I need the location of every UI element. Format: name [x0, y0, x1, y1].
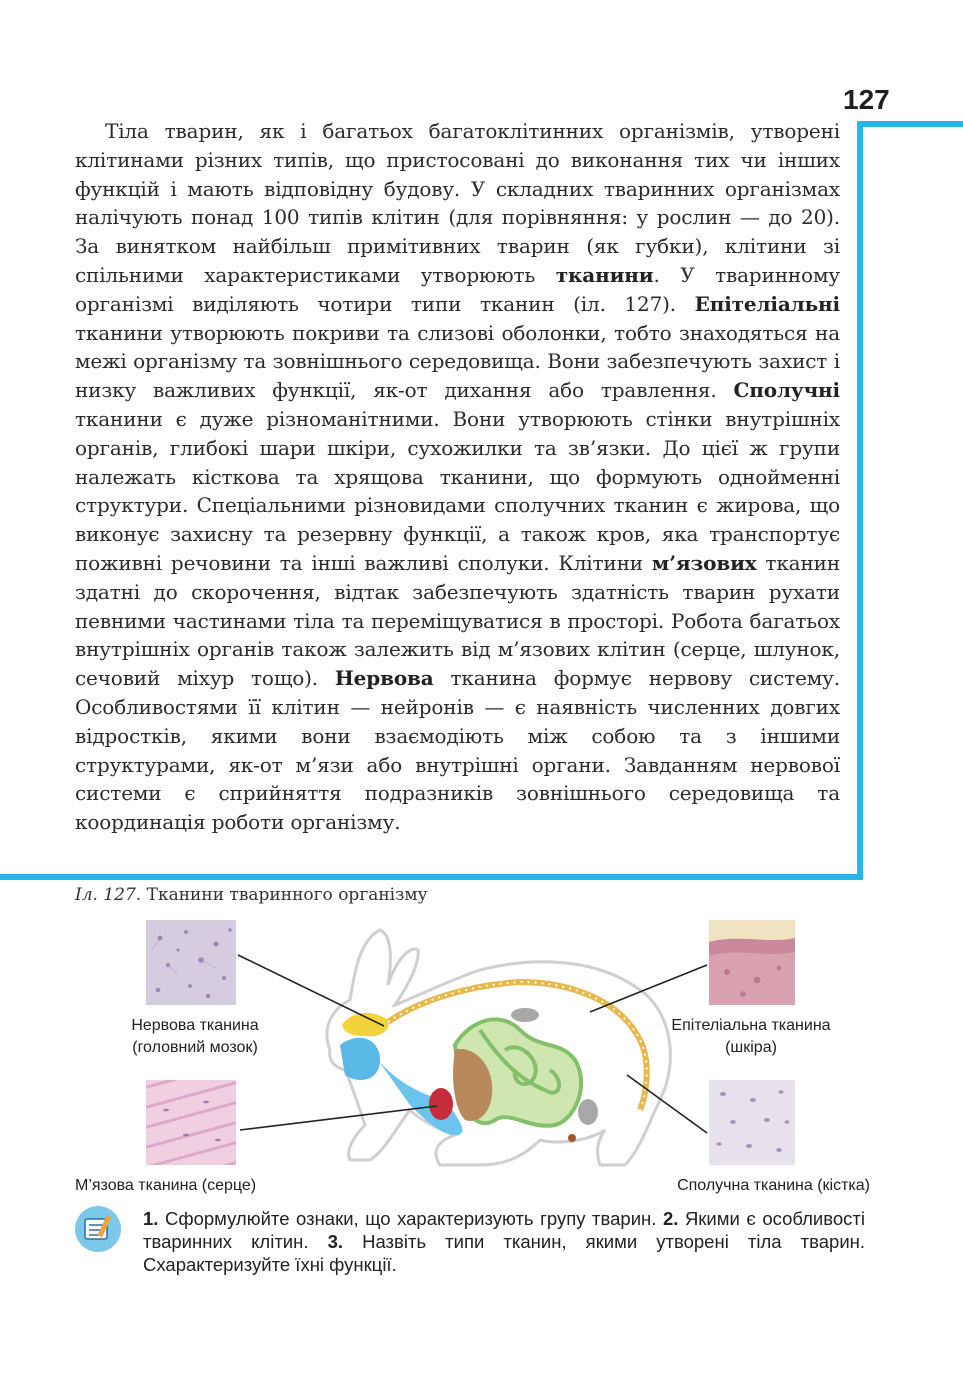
main-text-run: Тіла тварин, як і багатьох багатоклітинних організмів, утворені клітинами різних типів, що пристосовані до виконання тих чи інших функцій і мають відповідну будову. У складних тваринних організмах налічують понад 100 типів клітин (для порівняння: у рослин — до 20). За винятком найбільш примітивних тварин (як губки), клітини зі спільними характеристиками утворюють [75, 119, 840, 287]
brain [342, 1013, 389, 1036]
main-text-run: Нервова [334, 666, 434, 691]
label-nervous-tissue [100, 1015, 290, 1059]
main-text-run: Сполучні [733, 378, 840, 403]
main-text-run: тканини утворюють покриви та слизові оболонки, тобто знаходяться на межі організму та зовнішнього середовища. Вони забезпечують захист і низку важливих функції, як-от дихання або травлення. [75, 320, 840, 403]
main-text-run: тканина формує нервову систему. Особливостями її клітин — нейронів — є наявність численних довгих відростків, якими вони взаємодіють між собою та з іншими структурами, як-от м’язи або внутрішні органи. Завданням нервової системи є сприйняття подразників зовнішнього середовища та координація роботи організму. [75, 666, 840, 835]
liver [453, 1049, 492, 1121]
main-text-run: м’язових [651, 550, 757, 575]
frame-line-right [857, 121, 863, 880]
micrograph-nervous [146, 920, 236, 1005]
main-text-run: Епітеліальні [694, 291, 840, 316]
question-run: 3. [327, 1231, 344, 1252]
label-nervous-subtitle: (головний мозок) [132, 1039, 258, 1056]
questions-icon [74, 1205, 122, 1253]
page-number: 127 [843, 84, 890, 115]
question-run: 2. [662, 1208, 679, 1229]
rabbit-outline [327, 930, 670, 1165]
bladder [578, 1099, 598, 1125]
question-run: Якими є особливості тваринних клітин. [143, 1208, 866, 1252]
label-epithelial-title: Епітеліальна тканина [671, 1017, 831, 1034]
main-text-run: тканини [555, 262, 654, 287]
question-run: Назвіть типи тканин, якими утворені тіла тварин. Схарактеризуйте їхні функції. [143, 1231, 866, 1275]
main-text-run: . У тваринному організмі виділяють чотири типи тканин (іл. 127). [75, 262, 840, 316]
oral-cavity [340, 1038, 380, 1080]
question-run: Сформулюйте ознаки, що характеризують групу тварин. [158, 1208, 663, 1229]
label-epithelial-subtitle: (шкіра) [725, 1039, 777, 1056]
main-text-run: тканин здатні до скорочення, відтак забезпечують здатність тварин рухати певними частинами тіла та переміщуватися в просторі. Робота багатьох внутрішніх органів також залежить від м’язових клітин (серце, шлунок, сечовий міхур тощо). [75, 550, 840, 691]
main-paragraph [75, 117, 840, 837]
kidney [511, 1008, 539, 1022]
main-text-run: тканини є дуже різноманітними. Вони утворюють стінки внутрішніх органів, глибокі шари шкіри, сухожилки та зв’язки. До цієї ж групи належать кісткова та хрящова тканини, що формують однойменні структури. Спеціальними різновидами сполучних тканин є жирова, що виконує захисну та резервну функції, а також кров, яка транспортує поживні речовини та інші важливі сполуки. Клітини [75, 406, 840, 575]
question-run: 1. [143, 1208, 159, 1229]
label-epithelial-tissue [645, 1015, 857, 1059]
figure-caption [75, 885, 428, 905]
respiratory-tract [378, 1060, 462, 1135]
questions-block [143, 1207, 865, 1276]
micrograph-muscle [146, 1080, 236, 1165]
digestive-system [455, 1019, 581, 1125]
micrograph-epithelial [709, 920, 799, 1005]
label-muscle-tissue: М’язова тканина (серце) [75, 1177, 257, 1194]
frame-line-top [862, 121, 963, 127]
pointer-muscle [240, 1106, 437, 1130]
spine [388, 982, 647, 1110]
frame-line-bottom [0, 874, 863, 880]
label-nervous-title: Нервова тканина [131, 1017, 259, 1034]
caption-label: Іл. 127. [75, 885, 142, 905]
caption-text: Тканини тваринного організму [141, 885, 428, 905]
micrograph-connective [709, 1080, 799, 1165]
pointer-epithelial [590, 965, 707, 1012]
label-connective-tissue: Сполучна тканина (кістка) [677, 1177, 870, 1194]
heart [429, 1088, 453, 1120]
pointer-connective [627, 1075, 707, 1133]
